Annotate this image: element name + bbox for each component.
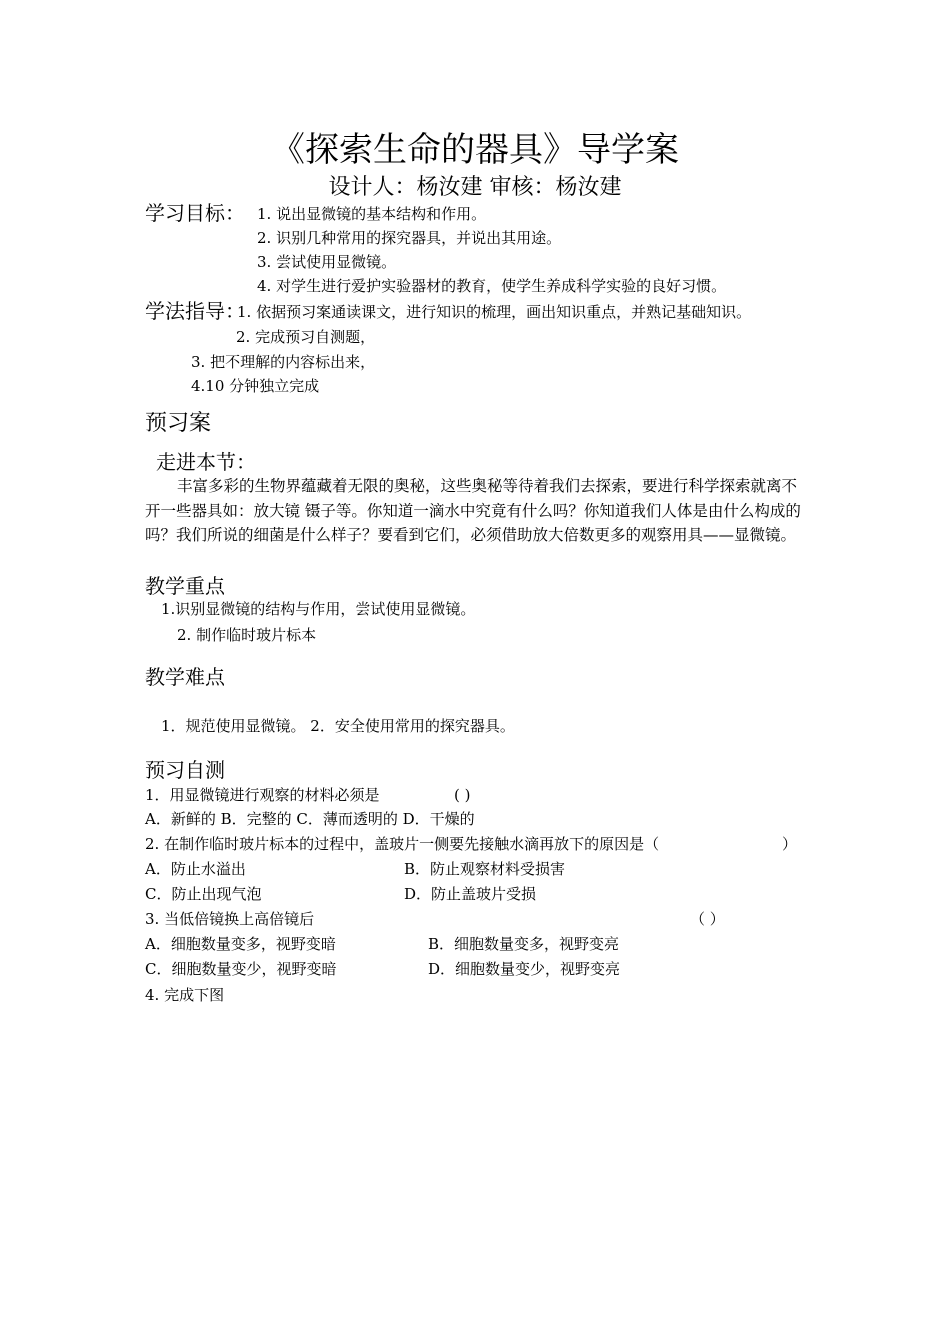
- answer-bracket-end: ）: [782, 835, 798, 853]
- intro-paragraph: 丰富多彩的生物界蕴藏着无限的奥秘，这些奥秘等待着我们去探索，要进行科学探索就离不开一些器具如：放大镜 镊子等。你知道一滴水中究竟有什么吗？你知道我们人体是由什么构成的吗？我们所说的细菌是什么样子？要看到它们，必须借助放大倍数更多的观察用具——显微镜。: [145, 477, 801, 544]
- question-2: 2. 在制作临时玻片标本的过程中，盖玻片一侧要先接触水滴再放下的原因是（: [145, 835, 660, 853]
- question-2-option-a: A．防止水溢出: [145, 860, 246, 878]
- question-2-option-c: C．防止出现气泡: [145, 885, 262, 903]
- key-point-item: 1.识别显微镜的结构与作用，尝试使用显微镜。: [161, 600, 476, 618]
- question-1-options: A．新鲜的 B．完整的 C．薄而透明的 D．干燥的: [145, 810, 475, 828]
- question-3-option-d: D．细胞数量变少，视野变亮: [428, 960, 621, 978]
- method-item: 1. 依据预习案通读课文，进行知识的梳理，画出知识重点，并熟记基础知识。: [237, 303, 752, 321]
- question-3: 3. 当低倍镜换上高倍镜后: [145, 910, 315, 928]
- method-item: 4.10 分钟独立完成: [191, 377, 320, 395]
- objective-item: 3. 尝试使用显微镜。: [257, 253, 397, 271]
- method-item: 3. 把不理解的内容标出来，: [191, 353, 376, 371]
- answer-bracket: ( ): [454, 786, 471, 804]
- objective-item: 1. 说出显微镜的基本结构和作用。: [257, 205, 487, 223]
- method-item: 2. 完成预习自测题，: [236, 328, 376, 346]
- question-4: 4. 完成下图: [145, 986, 225, 1004]
- objectives-label: 学习目标：: [145, 201, 245, 225]
- question-3-option-a: A．细胞数量变多，视野变暗: [145, 935, 336, 953]
- difficulties-heading: 教学难点: [145, 665, 225, 689]
- author-line: 设计人：杨汝建 审核：杨汝建: [328, 175, 622, 200]
- difficulties-text: 1．规范使用显微镜。 2．安全使用常用的探究器具。: [161, 717, 515, 735]
- method-label: 学法指导：: [145, 299, 245, 323]
- page-title: 《探索生命的器具》导学案: [271, 130, 679, 170]
- self-test-heading: 预习自测: [145, 758, 225, 782]
- answer-bracket: （ ）: [690, 910, 725, 928]
- question-2-option-d: D．防止盖玻片受损: [404, 885, 537, 903]
- intro-heading: 走进本节：: [156, 450, 256, 474]
- question-2-option-b: B．防止观察材料受损害: [404, 860, 566, 878]
- objective-item: 4. 对学生进行爱护实验器材的教育，使学生养成科学实验的良好习惯。: [257, 277, 727, 295]
- preview-heading: 预习案: [145, 411, 212, 436]
- key-points-heading: 教学重点: [145, 574, 225, 598]
- key-point-item: 2. 制作临时玻片标本: [177, 626, 317, 644]
- question-3-option-c: C．细胞数量变少，视野变暗: [145, 960, 337, 978]
- question-1: 1．用显微镜进行观察的材料必须是: [145, 786, 380, 804]
- objective-item: 2. 识别几种常用的探究器具，并说出其用途。: [257, 229, 562, 247]
- question-3-option-b: B．细胞数量变多，视野变亮: [428, 935, 620, 953]
